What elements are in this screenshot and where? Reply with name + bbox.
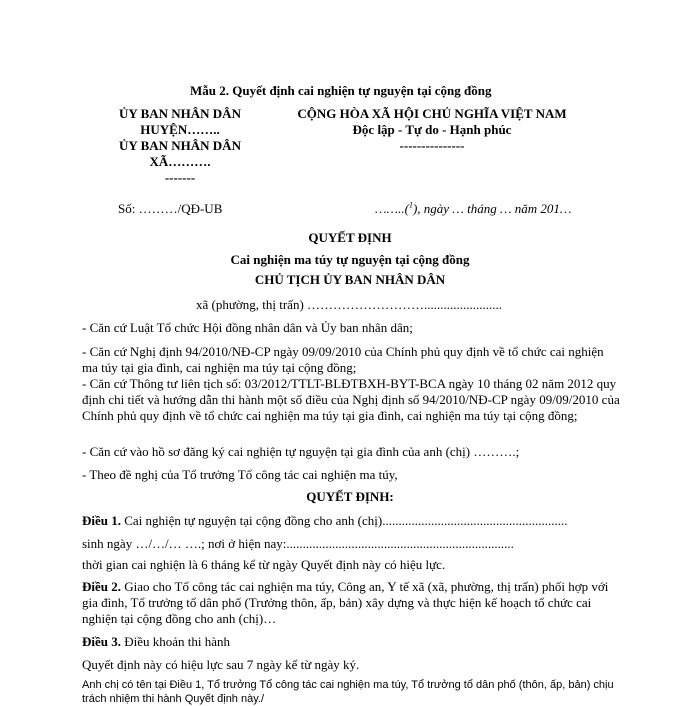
basis-law: - Căn cứ Luật Tổ chức Hội đồng nhân dân và Ủy ban nhân dân; xyxy=(82,320,413,335)
basis-decree: - Căn cứ Nghị định 94/2010/NĐ-CP ngày 09/09/2010 của Chính phủ quy định về tổ chức cai nghiện ma túy tại gia đình, cai nghiện ma túy tại cộng đồng; xyxy=(82,344,604,375)
date-suffix: ), ngày … tháng … năm 201… xyxy=(412,201,572,216)
article-1-duration: thời gian cai nghiện là 6 tháng kể từ ngày Quyết định này có hiệu lực. xyxy=(82,557,446,572)
decides-heading: QUYẾT ĐỊNH: xyxy=(306,489,394,504)
basis-proposal: - Theo đề nghị của Tổ trưởng Tổ công tác cai nghiện ma túy, xyxy=(82,467,398,482)
article-3 xyxy=(82,634,230,650)
left-header-line2: HUYỆN…….. xyxy=(140,122,220,137)
article-2 xyxy=(82,579,622,627)
decision-number: Số: ………/QĐ-UB xyxy=(118,201,223,216)
article-2-text: Giao cho Tổ công tác cai nghiện ma túy, Công an, Y tế xã (xã, phường, thị trấn) phối hợp với gia đình, Tổ trưởng tổ dân phố (Trưởng thôn, ấp, bản) xây dựng và thực hiện kế hoạch tổ chức cai nghiện tại cộng đồng cho anh (chị)… xyxy=(82,579,609,626)
article-1-birth: sinh ngày …/…/… ….; nơi ở hiện nay:...................................................................... xyxy=(82,536,514,551)
national-motto: Độc lập - Tự do - Hạnh phúc xyxy=(352,122,512,137)
left-header-line5: ------- xyxy=(164,170,196,185)
left-header-line4: XÃ………. xyxy=(149,154,211,169)
article-3-effect: Quyết định này có hiệu lực sau 7 ngày kể từ ngày ký. xyxy=(82,657,360,672)
closing-text: Anh chị có tên tại Điều 1, Tổ trưởng Tổ công tác cai nghiện ma túy, Tổ trưởng tổ dân phố (thôn, ấp, bản) chịu trách nhiệm thi hành Quyết định này./ xyxy=(82,679,614,705)
national-title: CỘNG HÒA XÃ HỘI CHỦ NGHĨA VIỆT NAM xyxy=(297,106,567,121)
date-prefix: ……..( xyxy=(375,201,409,216)
chairman-title: CHỦ TỊCH ỦY BAN NHÂN DÂN xyxy=(254,272,446,287)
article-3-label: Điều 3. xyxy=(82,634,121,649)
form-title: Mẫu 2. Quyết định cai nghiện tự nguyện tại cộng đồng xyxy=(190,83,492,98)
article-1 xyxy=(82,513,567,529)
article-3-text: Điều khoản thi hành xyxy=(121,634,231,649)
decision-subtitle: Cai nghiện ma túy tự nguyện tại cộng đồng xyxy=(230,252,470,267)
article-1-label: Điều 1. xyxy=(82,513,121,528)
left-header-line1: ỦY BAN NHÂN DÂN xyxy=(119,106,241,121)
basis-circular: - Căn cứ Thông tư liên tịch số: 03/2012/TTLT-BLĐTBXH-BYT-BCA ngày 10 tháng 02 năm 2012 quy định chi tiết và hướng dẫn thi hành một số điều của Nghị định số 94/2010/NĐ-CP ngày 09/09/2010 của Chính phủ quy định về tổ chức cai nghiện ma túy tại gia đình, cai nghiện ma túy tại cộng đồng; xyxy=(82,376,620,423)
commune-line: xã (phường, thị trấn) ………………………........................ xyxy=(196,297,503,312)
left-header-line3: ỦY BAN NHÂN DÂN xyxy=(119,138,241,153)
basis-registration: - Căn cứ vào hồ sơ đăng ký cai nghiện tự nguyện tại gia đình của anh (chị) ……….; xyxy=(82,444,520,459)
header-divider: --------------- xyxy=(399,138,465,153)
date-line xyxy=(375,201,571,217)
article-1-text: Cai nghiện tự nguyện tại cộng đồng cho anh (chị)......................................................... xyxy=(121,513,568,528)
decision-title: QUYẾT ĐỊNH xyxy=(308,230,392,245)
footnote-marker: 1 xyxy=(408,200,413,210)
article-2-label: Điều 2. xyxy=(82,579,121,594)
